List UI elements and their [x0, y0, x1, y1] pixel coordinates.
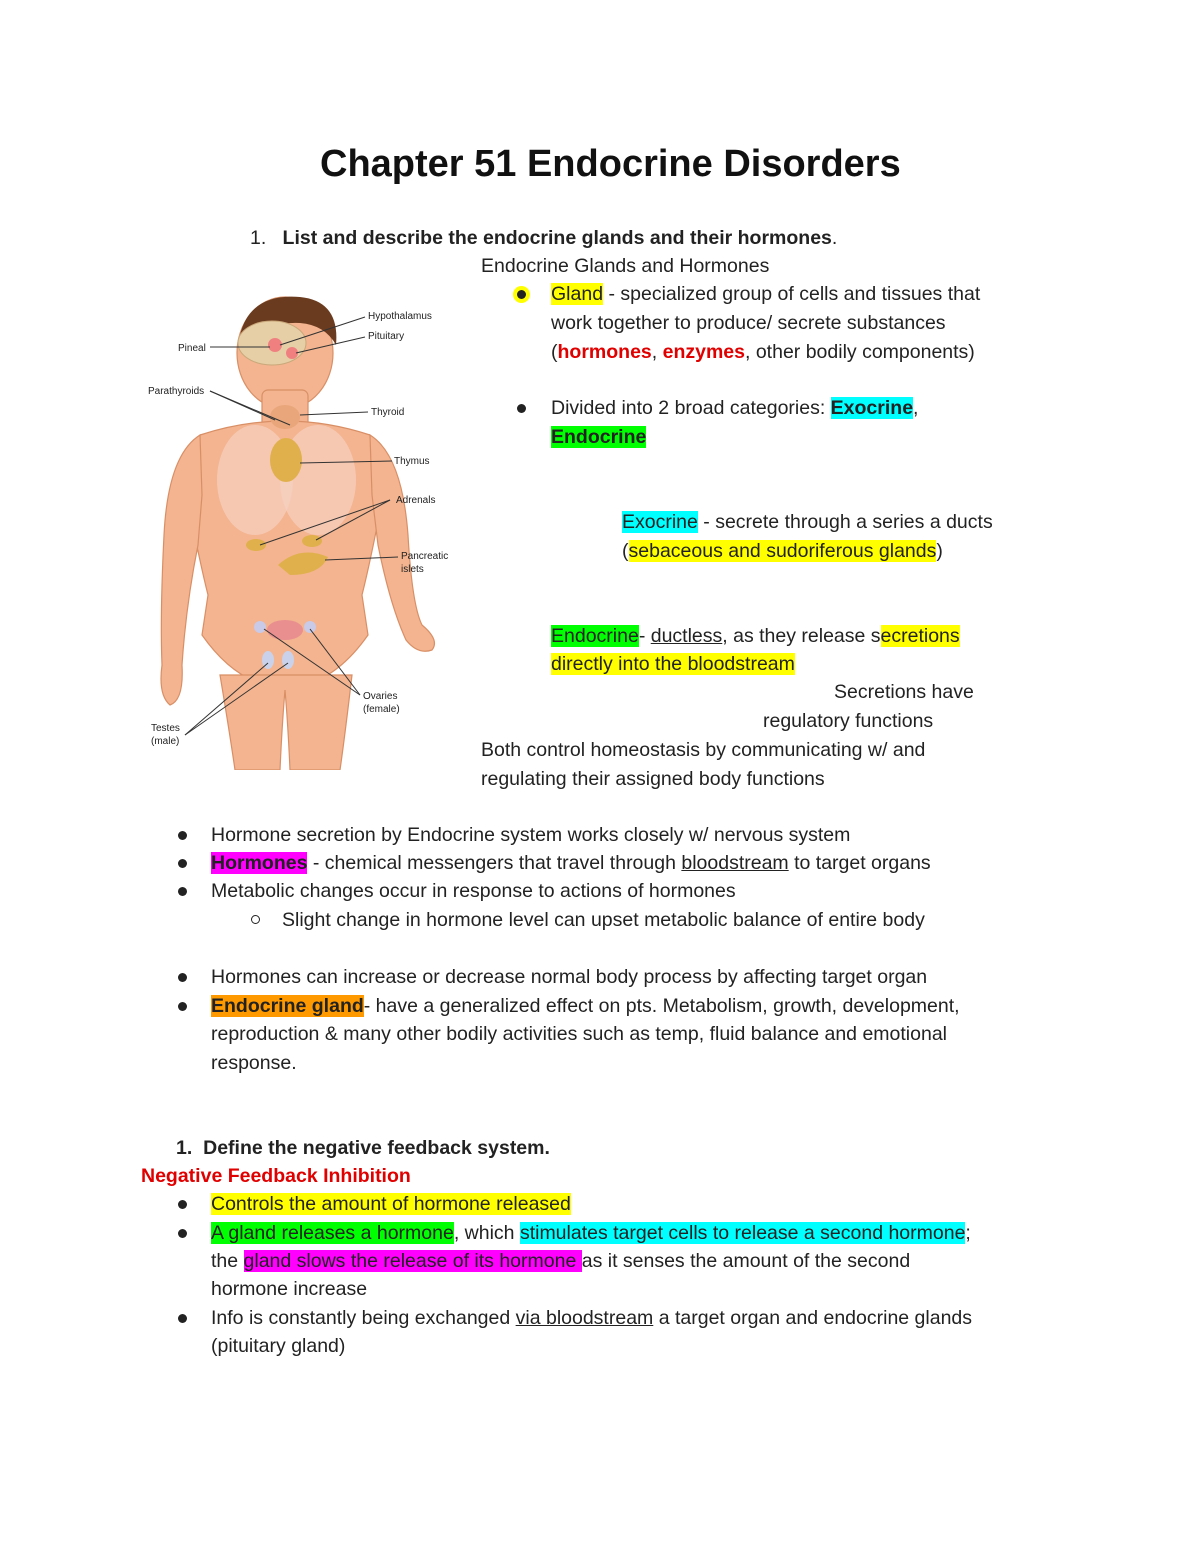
- endocrine-line-3: Secretions have: [834, 681, 974, 703]
- hypothalamus-gland: [268, 338, 282, 352]
- bullet-endocrine-gland-1: [211, 992, 960, 1020]
- bullet-divided-dot: [517, 404, 526, 413]
- endocrine-gland-desc: - have a generalized effect on pts. Metabolism, growth, development,: [363, 995, 960, 1017]
- bloodstream-highlight: directly into the bloodstream: [551, 653, 795, 675]
- secretions-highlight: ecretions: [880, 625, 960, 647]
- comma: ,: [651, 341, 663, 363]
- nfi-bullet-3-line-1: [211, 1304, 972, 1332]
- gland-line-3: [551, 338, 975, 366]
- label-hypothalamus: Hypothalamus: [368, 311, 432, 322]
- question-2-text: Define the negative feedback system.: [203, 1137, 550, 1159]
- page-title: Chapter 51 Endocrine Disorders: [320, 143, 901, 185]
- bullet-endocrine-gland-2: reproduction & many other bodily activities such as temp, fluid balance and emotional: [211, 1023, 947, 1045]
- nfi-bullet-2-line-2: [211, 1247, 910, 1275]
- exocrine-desc: - secrete through a series a ducts: [697, 511, 993, 533]
- ovary-left: [254, 621, 266, 633]
- nfi-slows-highlight: gland slows the release of its hormone: [243, 1250, 582, 1272]
- endocrine-desc: , as they release s: [722, 625, 881, 647]
- bullet-endocrine-gland-3: response.: [211, 1052, 297, 1074]
- divided-text: Divided into 2 broad categories:: [551, 397, 831, 419]
- question-1-number: 1.: [250, 227, 267, 249]
- endocrine-figure: [140, 295, 470, 770]
- bullet-dot: [178, 831, 187, 840]
- bullet-nervous-system: Hormone secretion by Endocrine system works closely w/ nervous system: [211, 824, 851, 846]
- gland-desc-1: - specialized group of cells and tissues that: [603, 283, 981, 305]
- dash: -: [638, 625, 651, 647]
- question-2: [176, 1134, 550, 1162]
- label-female: (female): [363, 704, 400, 715]
- question-2-number: 1.: [176, 1137, 193, 1159]
- nfi-stimulates-highlight: stimulates target cells to release a second hormone: [519, 1222, 966, 1244]
- nfi-bullet-1: [211, 1190, 571, 1218]
- thyroid-gland: [270, 405, 300, 429]
- question-1-text: List and describe the endocrine glands and their hormones: [282, 227, 832, 249]
- bullet-dot: [178, 887, 187, 896]
- bullet-dot: [178, 859, 187, 868]
- endocrine-gland-highlight: Endocrine gland: [211, 995, 364, 1017]
- bullet-target-organ: Hormones can increase or decrease normal body process by affecting target organ: [211, 966, 928, 988]
- label-adrenals: Adrenals: [396, 495, 436, 506]
- label-pituitary: Pituitary: [368, 331, 405, 342]
- gland-line-1: [551, 280, 980, 308]
- via-bloodstream-underline: via bloodstream: [515, 1307, 654, 1329]
- hormones-highlight: Hormones: [211, 852, 308, 874]
- exocrine-line-1: [622, 508, 993, 536]
- bullet-metabolic: Metabolic changes occur in response to actions of hormones: [211, 880, 736, 902]
- bullet-dot: [178, 1314, 187, 1323]
- sub-bullet-ring: [251, 915, 260, 924]
- nfi-gland-release-highlight: A gland releases a hormone: [211, 1222, 454, 1244]
- nfi-which: , which: [453, 1222, 520, 1244]
- bullet-dot: [178, 1200, 187, 1209]
- nfi-senses: as it senses the amount of the second: [581, 1250, 911, 1272]
- label-pancreatic: Pancreatic: [401, 551, 449, 562]
- bullet-gland-dot: [517, 290, 526, 299]
- adrenal-right: [302, 535, 322, 547]
- both-line-1: Both control homeostasis by communicating w/ and: [481, 739, 926, 761]
- adrenal-left: [246, 539, 266, 551]
- paren-open: (: [622, 540, 629, 562]
- endocrine-term: Endocrine: [551, 625, 639, 647]
- nfi-heading: Negative Feedback Inhibition: [141, 1165, 411, 1187]
- bullet-hormones: [211, 849, 931, 877]
- bullet-dot: [178, 1002, 187, 1011]
- endocrine-line-4: regulatory functions: [763, 710, 934, 732]
- uterus: [267, 620, 303, 640]
- sub-bullet-hormone-level: Slight change in hormone level can upset metabolic balance of entire body: [282, 909, 925, 931]
- nfi-target-organ: a target organ and endocrine glands: [653, 1307, 973, 1329]
- gland-line-2: work together to produce/ secrete substances: [551, 312, 946, 334]
- label-islets: islets: [401, 564, 424, 575]
- bloodstream-underline: bloodstream: [681, 852, 789, 874]
- ductless-term: ductless: [650, 625, 723, 647]
- gland-desc-3: , other bodily components): [745, 341, 975, 363]
- gland-term: Gland: [551, 283, 604, 305]
- paren-open: (: [551, 341, 558, 363]
- bullet-dot: [178, 1229, 187, 1238]
- question-1: [250, 224, 837, 252]
- nfi-info: Info is constantly being exchanged: [211, 1307, 516, 1329]
- semicolon: ;: [965, 1222, 971, 1244]
- label-parathyroids: Parathyroids: [148, 386, 205, 397]
- nfi-the: the: [211, 1250, 244, 1272]
- divided-exocrine: Exocrine: [830, 397, 914, 419]
- hormones-term: hormones: [557, 341, 652, 363]
- bullet-dot: [178, 973, 187, 982]
- label-ovaries: Ovaries: [363, 691, 398, 702]
- section-heading: Endocrine Glands and Hormones: [481, 255, 770, 277]
- label-pineal: Pineal: [178, 343, 206, 354]
- exocrine-term: Exocrine: [622, 511, 698, 533]
- question-1-period: .: [831, 227, 838, 249]
- both-line-2: regulating their assigned body functions: [481, 768, 825, 790]
- endocrine-line-2: [551, 650, 795, 678]
- nfi-bullet-2-line-1: [211, 1219, 971, 1247]
- label-thymus: Thymus: [394, 456, 430, 467]
- divided-endocrine: Endocrine: [551, 426, 647, 448]
- label-thyroid: Thyroid: [371, 407, 405, 418]
- exocrine-examples: sebaceous and sudoriferous glands: [628, 540, 937, 562]
- ovary-right: [304, 621, 316, 633]
- hormones-desc-end: to target organs: [788, 852, 931, 874]
- divided-line-2: [551, 423, 646, 451]
- nfi-bullet-3-line-2: (pituitary gland): [211, 1335, 346, 1357]
- comma: ,: [913, 397, 919, 419]
- label-male: (male): [151, 736, 180, 747]
- nfi-bullet-2-line-3: hormone increase: [211, 1278, 368, 1300]
- exocrine-line-2: [622, 537, 943, 565]
- nfi-controls-highlight: Controls the amount of hormone released: [211, 1193, 571, 1215]
- thymus-gland: [270, 438, 302, 482]
- enzymes-term: enzymes: [662, 341, 745, 363]
- label-testes: Testes: [151, 723, 180, 734]
- hormones-desc: - chemical messengers that travel through: [307, 852, 682, 874]
- divided-line-1: [551, 394, 918, 422]
- endocrine-line-1: [551, 622, 960, 650]
- paren-close: ): [936, 540, 943, 562]
